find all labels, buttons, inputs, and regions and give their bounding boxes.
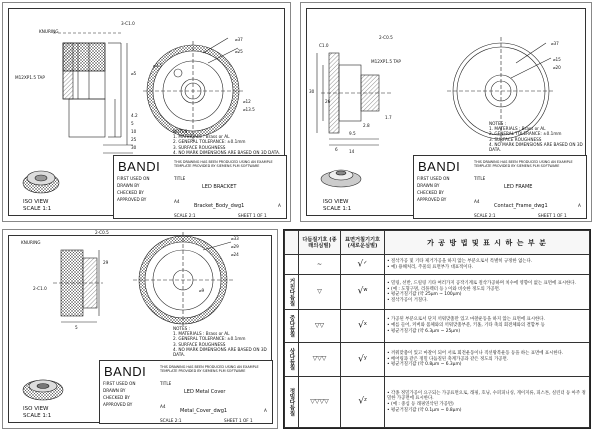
checked-by-label: CHECKED BY — [117, 190, 144, 195]
checked-by-label: CHECKED BY — [417, 190, 444, 195]
iso-view-label — [323, 199, 351, 212]
description-line: • 평균거칠기값 (약 0.1μm ~ 0.8μm) — [387, 407, 462, 413]
note-2: 2. GENERAL TOLERANCE: ±0.1mm — [173, 139, 246, 145]
phi-5: ⌀5 — [131, 71, 137, 76]
phi-9: ⌀9 — [199, 288, 205, 293]
title-block — [113, 155, 287, 219]
old-finish-symbol: ~ — [299, 255, 341, 275]
title-block — [413, 155, 587, 219]
notes-block — [173, 326, 277, 357]
note-1: 1. MATERIALS : Brass or AL — [173, 331, 230, 337]
rev-value: A — [278, 203, 281, 208]
iso-line-1: ISO VIEW — [23, 406, 49, 412]
roughness-grade: y — [363, 354, 367, 361]
iso-line-2: SCALE 1:1 — [323, 205, 352, 212]
notes-block — [489, 121, 591, 152]
roughness-check-icon: √ — [357, 286, 364, 297]
dwg-number: Bracket_Body_dwg1 — [194, 203, 245, 209]
size-value: A4 — [474, 199, 480, 204]
size-value: A4 — [160, 404, 166, 409]
new-roughness-symbol — [341, 377, 385, 428]
dwg-number: Metal_Cover_dwg1 — [180, 408, 228, 414]
method-description — [385, 342, 590, 377]
rev-value: A — [578, 203, 581, 208]
dim-5: 5 — [131, 121, 134, 126]
first-used-label: FIRST USED ON — [417, 176, 450, 181]
note-3: 3. SURFACE ROUGHNESS — [489, 136, 542, 142]
roughness-check-icon: √ — [358, 396, 365, 407]
phi-15: ⌀15 — [553, 57, 561, 62]
phi-3-5: ⌀3.5 — [153, 63, 163, 68]
method-description — [385, 255, 590, 275]
notes-block — [173, 129, 280, 155]
disclaimer: THIS DRAWING HAS BEEN PRODUCED USING AN EXAMPLE TEMPLATE PROVIDED BY SIEMENS PLM SOFTWARE — [160, 365, 259, 373]
chamfer-c0-5: 2-C0.5 — [95, 230, 109, 235]
table-row — [285, 255, 590, 275]
old-finish-symbol: ▽▽▽▽ — [299, 377, 341, 428]
sheet-value: SHEET 1 OF 1 — [238, 213, 267, 218]
dim-6: 6 — [335, 147, 338, 152]
phi-37: ⌀37 — [235, 37, 243, 42]
description-line: • 밀링, 선반, 드릴링 기타 여러가지 공작기계로 절삭가공하며 치수에 영향이 없는 표면에 표시한다. — [387, 280, 576, 286]
tap-label: M12XP1.5 TAP — [15, 75, 45, 80]
scale-value: SCALE 2:1 — [474, 213, 496, 218]
roughness-grade: z — [364, 397, 367, 404]
method-description — [385, 275, 590, 310]
finish-table-body — [285, 255, 590, 428]
iso-line-2: SCALE 1:1 — [23, 412, 52, 419]
dim-14: 14 — [349, 149, 355, 154]
table-row — [285, 309, 590, 342]
description-line: • 평균거칠기값 (약 25μm ~ 100μm) — [387, 292, 462, 298]
sheet-value: SHEET 1 OF 1 — [538, 213, 567, 218]
approved-by-label: APPROVED BY — [417, 197, 447, 202]
header-old-symbol: 다듬질기호 (종래의심벌) — [299, 231, 341, 255]
roughness-check-icon: √ — [358, 320, 364, 331]
description-line: • 끼워맞춤이 있고 마찰이 되어 서로 회전운동이나 직선왕복운동 등을 하는 표면에 표시한다. — [387, 350, 564, 356]
drawing-title: LED BRACKET — [202, 184, 237, 190]
dim-9-5: 9.5 — [349, 131, 356, 136]
note-1: 1. MATERIALS : Brass or AL — [173, 134, 230, 140]
iso-view-label — [23, 199, 51, 212]
chamfer-c1: C1.0 — [319, 43, 329, 48]
dim-1-7: 1.7 — [385, 115, 392, 120]
description-line: • 베어링과 같은 정밀 다듬질된 축계가공과 같은 정도의 가공면. — [387, 356, 509, 362]
row-category — [285, 255, 299, 275]
note-2: 2. GENERAL TOLERANCE: ±0.1mm — [173, 336, 246, 342]
knurling-label: KNURING — [39, 29, 59, 34]
note-3: 3. SURFACE ROUGHNESS — [173, 144, 226, 150]
drawing-sheet-cover — [2, 229, 278, 429]
old-finish-symbol: ▽▽▽ — [299, 342, 341, 377]
approved-by-label: APPROVED BY — [103, 402, 133, 407]
description-line: • (예 : 도형구멍, 리플렉터 등 ) 이와 비슷한 정도의 가공면. — [387, 286, 501, 292]
note-2: 2. GENERAL TOLERANCE: ±0.1mm — [489, 131, 562, 137]
roughness-grade: w — [363, 287, 368, 294]
scale-value: SCALE 2:1 — [160, 418, 182, 423]
description-line: • 절삭가공 및 기타 제거가공을 하지 않는 부분으로서 특별히 규정한 없는다. — [387, 259, 533, 265]
dim-2-8: 2.8 — [363, 123, 370, 128]
roughness-grade: x — [363, 320, 367, 327]
knurling-label: KNURING — [21, 240, 41, 245]
dim-10: 10 — [131, 129, 137, 134]
tap-label: M12XP1.5 TAP — [371, 59, 401, 64]
iso-view-label — [23, 406, 51, 419]
notes-header: NOTES : — [173, 326, 191, 331]
dim-29: 29 — [103, 260, 109, 265]
disclaimer: THIS DRAWING HAS BEEN PRODUCED USING AN EXAMPLE TEMPLATE PROVIDED BY SIEMENS PLM SOFTWARE — [174, 160, 273, 168]
note-1: 1. MATERIALS : Brass or AL — [489, 126, 546, 132]
dim-5: 5 — [75, 325, 78, 330]
size-value: A4 — [174, 199, 180, 204]
title-label: TITLE — [160, 381, 172, 386]
brand-logo: BANDI — [418, 159, 461, 174]
first-used-label: FIRST USED ON — [117, 176, 150, 181]
description-line: • 평균거칠기값 (약 0.8μm ~ 6.3μm) — [387, 362, 462, 368]
roughness-check-icon: √ — [357, 259, 364, 270]
disclaimer: THIS DRAWING HAS BEEN PRODUCED USING AN EXAMPLE TEMPLATE PROVIDED BY SIEMENS PLM SOFTWARE — [474, 160, 573, 168]
new-roughness-symbol — [341, 309, 385, 342]
checked-by-label: CHECKED BY — [103, 395, 130, 400]
method-description — [385, 309, 590, 342]
drawing-title: LED Metal Cover — [184, 389, 226, 395]
finish-table — [284, 230, 590, 428]
notes-header: NOTES : — [173, 129, 191, 134]
drawing-title: LED FRAME — [504, 184, 533, 190]
note-4: 4. NO MARK DIMENSIONS ARE BASED ON 3D DATA. — [489, 141, 583, 153]
row-category: 거친다듬질 — [285, 275, 299, 310]
chamfer-c1-0: 2-C1.0 — [33, 286, 47, 291]
title-block — [99, 360, 273, 424]
brand-logo: BANDI — [104, 364, 147, 379]
drawing-sheet-frame — [300, 2, 592, 222]
header-method: 가 공 방 법 및 표 시 하 는 부 분 — [385, 231, 590, 255]
notes-header: NOTES : — [489, 121, 507, 126]
row-category: 중다듬질 — [285, 309, 299, 342]
dim-4-2: 4.2 — [131, 113, 138, 118]
brand-logo: BANDI — [118, 159, 161, 174]
note-4: 4. NO MARK DIMENSIONS ARE BASED ON 3D DATA. — [173, 149, 281, 155]
phi-24: ⌀24 — [231, 252, 239, 257]
chamfer-c2: 2-C0.5 — [379, 35, 393, 40]
new-roughness-symbol — [341, 342, 385, 377]
title-label: TITLE — [174, 176, 186, 181]
description-line: • 예) 용해처리, 주물의 표면부가 대표적이다. — [387, 264, 474, 270]
dwg-number: Contact_Frame_dwg1 — [494, 203, 548, 209]
corner-cell — [285, 231, 299, 255]
phi-20: ⌀20 — [553, 65, 561, 70]
dim-25: 25 — [131, 137, 137, 142]
iso-line-2: SCALE 1:1 — [23, 205, 52, 212]
dim-30: 30 — [309, 89, 315, 94]
first-used-label: FIRST USED ON — [103, 381, 136, 386]
row-category: 정밀다듬질 — [285, 377, 299, 428]
description-line: • 평균거칠기값 (약 6.3μm ~ 25μm) — [387, 328, 461, 334]
old-finish-symbol: ▽▽ — [299, 309, 341, 342]
phi-37: ⌀37 — [551, 41, 559, 46]
header-new-symbol: 표면거칠기기호 (새로운심벌) — [341, 231, 385, 255]
new-roughness-symbol — [341, 255, 385, 275]
scale-value: SCALE 2:1 — [174, 213, 196, 218]
surface-finish-table — [283, 229, 591, 429]
drawing-sheet-bracket — [2, 2, 291, 222]
new-roughness-symbol — [341, 275, 385, 310]
old-finish-symbol: ▽ — [299, 275, 341, 310]
dim-30: 30 — [131, 145, 137, 150]
drawn-by-label: DRAWN BY — [117, 183, 140, 188]
description-line: • 각종 정밀가공이 요구되는 가공표면으로, 래핑, 호닝, 수퍼피니싱, 게이지류, 피스톤, 실린더 등 아주 정밀한 가공면에 표시한다. — [387, 390, 586, 402]
row-category: 상다듬질 — [285, 342, 299, 377]
chamfer-label: 3-C1.0 — [121, 21, 135, 26]
description-line: • 예를 들어, 커버와 몸체와의 끼워맞춤부분, 키홈, 기타 축의 회전체와의 결합부 등 — [387, 322, 545, 328]
approved-by-label: APPROVED BY — [117, 197, 147, 202]
rev-value: A — [264, 408, 267, 413]
table-row — [285, 342, 590, 377]
table-row — [285, 275, 590, 310]
roughness-grade: ✓ — [363, 259, 368, 266]
description-line: • 절삭가공이 거칠다. — [387, 297, 428, 303]
method-description — [385, 377, 590, 428]
phi-33: ⌀33 — [231, 236, 239, 241]
phi-29: ⌀29 — [231, 244, 239, 249]
phi-13-5: ⌀13.5 — [243, 107, 255, 112]
note-4: 4. NO MARK DIMENSIONS ARE BASED ON 3D DATA. — [173, 346, 267, 358]
note-3: 3. SURFACE ROUGHNESS — [173, 341, 226, 347]
phi-12: ⌀12 — [243, 99, 251, 104]
drawn-by-label: DRAWN BY — [417, 183, 440, 188]
roughness-check-icon: √ — [358, 354, 364, 365]
sheet-value: SHEET 1 OF 1 — [224, 418, 253, 423]
description-line: • (예 : 중심 등 래핑연삭된 가공면) — [387, 402, 454, 408]
description-line: • 가공된 부분으로서 단지 끼워맞춤만 있고 마찰운동을 하지 않는 표면에 표시한다. — [387, 317, 545, 323]
title-label: TITLE — [474, 176, 486, 181]
drawn-by-label: DRAWN BY — [103, 388, 126, 393]
table-row — [285, 377, 590, 428]
dim-26: 26 — [325, 99, 331, 104]
phi-25: ⌀25 — [235, 49, 243, 54]
iso-line-1: ISO VIEW — [23, 199, 49, 205]
iso-line-1: ISO VIEW — [323, 199, 349, 205]
